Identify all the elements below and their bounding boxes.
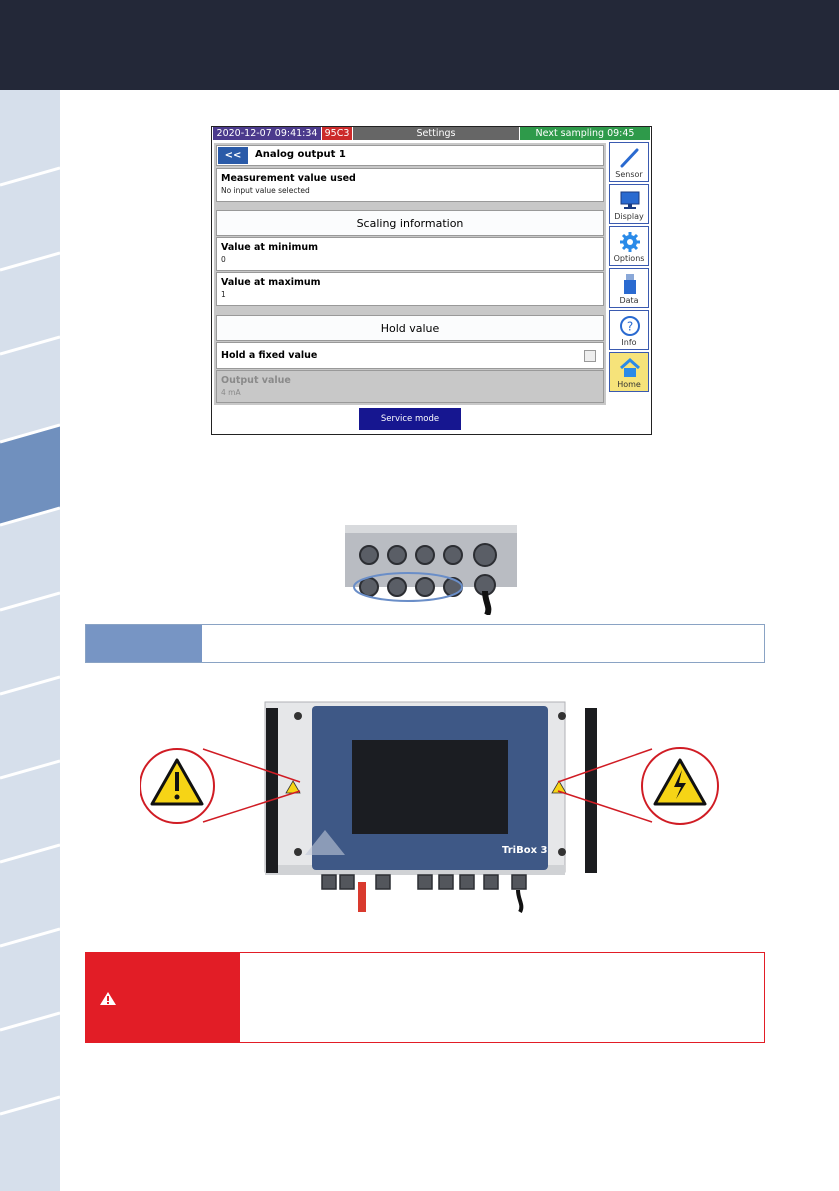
home-icon (619, 357, 641, 379)
side-nav (609, 142, 650, 391)
svg-text:?: ? (626, 319, 634, 334)
status-bar (212, 127, 651, 140)
output-value-label: Output value (221, 375, 291, 386)
nav-info[interactable] (609, 310, 649, 350)
value-max-row[interactable] (216, 272, 604, 306)
nav-sensor-label: Sensor (615, 170, 643, 179)
danger-notice (85, 952, 765, 1043)
output-value: 4 mA (221, 388, 241, 397)
warning-icon (99, 991, 117, 1006)
nav-data[interactable] (609, 268, 649, 308)
value-max-label: Value at maximum (221, 277, 321, 288)
output-value-row (216, 370, 604, 403)
back-button[interactable]: << (218, 147, 248, 164)
side-tab-strip (0, 90, 60, 1191)
settings-panel (214, 143, 606, 405)
nav-options-label: Options (613, 254, 645, 263)
panel-title: Analog output 1 (255, 149, 346, 160)
nav-sensor[interactable] (609, 142, 649, 182)
usb-icon (619, 273, 641, 295)
gear-icon (619, 231, 641, 253)
status-datetime: 2020-12-07 09:41:34 (213, 127, 321, 140)
device-screen (211, 126, 652, 435)
nav-options[interactable] (609, 226, 649, 266)
nav-data-label: Data (619, 296, 639, 305)
pen-icon (619, 147, 641, 169)
service-mode-button[interactable]: Service mode (359, 408, 461, 430)
hold-fixed-checkbox[interactable] (584, 350, 596, 362)
info-label-bar (85, 624, 765, 663)
nav-home-label: Home (617, 380, 641, 389)
monitor-icon (619, 189, 641, 211)
hold-fixed-row[interactable] (216, 342, 604, 369)
measurement-value-row[interactable] (216, 168, 604, 202)
status-title: Settings (353, 127, 519, 140)
nav-home[interactable] (609, 352, 649, 392)
value-min-row[interactable] (216, 237, 604, 271)
danger-tag (86, 953, 240, 1042)
nav-display-label: Display (614, 212, 644, 221)
help-icon (619, 315, 641, 337)
measurement-value-label: Measurement value used (221, 173, 356, 184)
status-next-sampling: Next sampling 09:45 (520, 127, 650, 140)
nav-info-label: Info (621, 338, 637, 347)
connector-bottom-photo (345, 525, 517, 615)
nav-display[interactable] (609, 184, 649, 224)
value-min: 0 (221, 255, 226, 264)
tribox-device-photo (140, 700, 720, 915)
status-code-badge: 95C3 (322, 127, 352, 140)
hold-section-header: Hold value (216, 315, 604, 341)
scaling-section-header: Scaling information (216, 210, 604, 236)
measurement-value: No input value selected (221, 186, 310, 195)
top-banner (0, 0, 839, 90)
device-model-label: TriBox 3 (502, 845, 548, 856)
panel-header (216, 145, 604, 166)
hold-fixed-label: Hold a fixed value (221, 350, 318, 361)
value-min-label: Value at minimum (221, 242, 319, 253)
value-max: 1 (221, 290, 226, 299)
info-label-tag (86, 625, 202, 662)
